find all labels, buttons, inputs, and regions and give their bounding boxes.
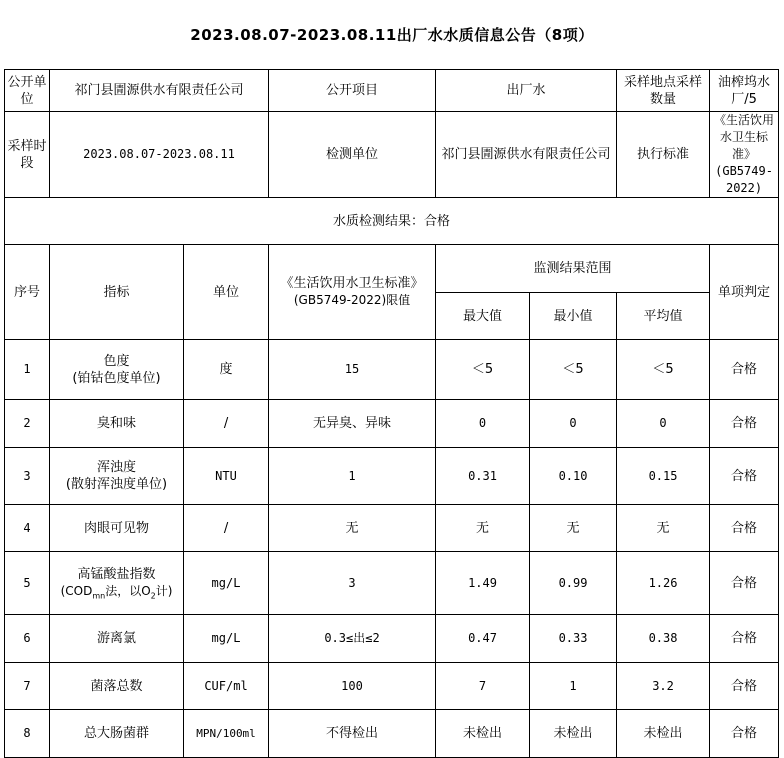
item-value: 出厂水 [436, 70, 617, 112]
row-unit: CUF/ml [184, 663, 269, 710]
row-no: 5 [5, 552, 50, 615]
std-label: 执行标准 [617, 112, 710, 198]
row-min: 1 [530, 663, 617, 710]
test-value: 祁门县圊源供水有限责任公司 [436, 112, 617, 198]
row-verdict: 合格 [710, 340, 779, 400]
row-no: 3 [5, 448, 50, 505]
row-limit: 不得检出 [269, 710, 436, 758]
row-verdict: 合格 [710, 552, 779, 615]
row-indicator: 总大肠菌群 [50, 710, 184, 758]
sample-label: 采样地点采样数量 [617, 70, 710, 112]
water-quality-table [4, 69, 779, 758]
info-row-period [5, 112, 779, 198]
table-row [5, 340, 779, 400]
item-label: 公开项目 [269, 70, 436, 112]
header-min: 最小值 [530, 293, 617, 340]
row-min: 0.33 [530, 615, 617, 663]
row-no: 8 [5, 710, 50, 758]
row-limit: 0.3≤出≤2 [269, 615, 436, 663]
period-value: 2023.08.07-2023.08.11 [50, 112, 269, 198]
table-row [5, 552, 779, 615]
row-indicator: 菌落总数 [50, 663, 184, 710]
row-verdict: 合格 [710, 615, 779, 663]
row-min: 无 [530, 505, 617, 552]
row-indicator: 高锰酸盐指数 ($COD_{mn}$法，以$O_2$计) [50, 552, 184, 615]
row-max: 无 [436, 505, 530, 552]
row-unit: MPN/100ml [184, 710, 269, 758]
row-avg: 无 [617, 505, 710, 552]
row-max: 0.47 [436, 615, 530, 663]
row-limit: 3 [269, 552, 436, 615]
result-text: 水质检测结果：合格 [5, 198, 779, 245]
row-max: 1.49 [436, 552, 530, 615]
row-unit: 度 [184, 340, 269, 400]
header-limit: 《生活饮用水卫生标准》 (GB5749-2022)限值 [269, 245, 436, 340]
row-verdict: 合格 [710, 710, 779, 758]
test-label: 检测单位 [269, 112, 436, 198]
header-row [5, 245, 779, 293]
row-no: 2 [5, 400, 50, 448]
row-max: 未检出 [436, 710, 530, 758]
row-verdict: 合格 [710, 448, 779, 505]
table-row [5, 710, 779, 758]
row-verdict: 合格 [710, 400, 779, 448]
table-row [5, 615, 779, 663]
row-avg: 0 [617, 400, 710, 448]
row-avg: 3.2 [617, 663, 710, 710]
header-range: 监测结果范围 [436, 245, 710, 293]
row-no: 7 [5, 663, 50, 710]
table-row [5, 505, 779, 552]
header-indicator: 指标 [50, 245, 184, 340]
result-row [5, 198, 779, 245]
row-min: 0 [530, 400, 617, 448]
period-label: 采样时段 [5, 112, 50, 198]
row-indicator: 游离氯 [50, 615, 184, 663]
row-avg: 0.38 [617, 615, 710, 663]
table-row [5, 448, 779, 505]
row-no: 6 [5, 615, 50, 663]
table-row [5, 400, 779, 448]
row-min: ＜5 [530, 340, 617, 400]
row-min: 0.10 [530, 448, 617, 505]
row-avg: 未检出 [617, 710, 710, 758]
row-limit: 100 [269, 663, 436, 710]
row-indicator: 臭和味 [50, 400, 184, 448]
header-verdict: 单项判定 [710, 245, 779, 340]
unit-value: 祁门县圊源供水有限责任公司 [50, 70, 269, 112]
row-unit: mg/L [184, 552, 269, 615]
header-max: 最大值 [436, 293, 530, 340]
std-value: 《生活饮用水卫生标准》 (GB5749-2022) [710, 112, 779, 198]
row-indicator: 肉眼可见物 [50, 505, 184, 552]
row-limit: 1 [269, 448, 436, 505]
info-row-unit [5, 70, 779, 112]
sample-value: 油榨坞水厂/5 [710, 70, 779, 112]
row-unit: NTU [184, 448, 269, 505]
row-max: 7 [436, 663, 530, 710]
row-avg: ＜5 [617, 340, 710, 400]
page-title: 2023.08.07-2023.08.11出厂水水质信息公告（8项） [190, 26, 594, 44]
row-indicator: 色度 (铂钴色度单位) [50, 340, 184, 400]
row-limit: 无 [269, 505, 436, 552]
header-avg: 平均值 [617, 293, 710, 340]
row-limit: 无异臭、异味 [269, 400, 436, 448]
row-max: 0 [436, 400, 530, 448]
row-unit: mg/L [184, 615, 269, 663]
row-min: 未检出 [530, 710, 617, 758]
row-avg: 1.26 [617, 552, 710, 615]
row-max: 0.31 [436, 448, 530, 505]
row-min: 0.99 [530, 552, 617, 615]
row-verdict: 合格 [710, 663, 779, 710]
unit-label: 公开单位 [5, 70, 50, 112]
row-unit: / [184, 505, 269, 552]
row-avg: 0.15 [617, 448, 710, 505]
table-row [5, 663, 779, 710]
row-no: 1 [5, 340, 50, 400]
row-max: ＜5 [436, 340, 530, 400]
row-verdict: 合格 [710, 505, 779, 552]
row-indicator: 浑浊度 (散射浑浊度单位) [50, 448, 184, 505]
row-limit: 15 [269, 340, 436, 400]
row-unit: / [184, 400, 269, 448]
row-no: 4 [5, 505, 50, 552]
header-unit: 单位 [184, 245, 269, 340]
header-no: 序号 [5, 245, 50, 340]
